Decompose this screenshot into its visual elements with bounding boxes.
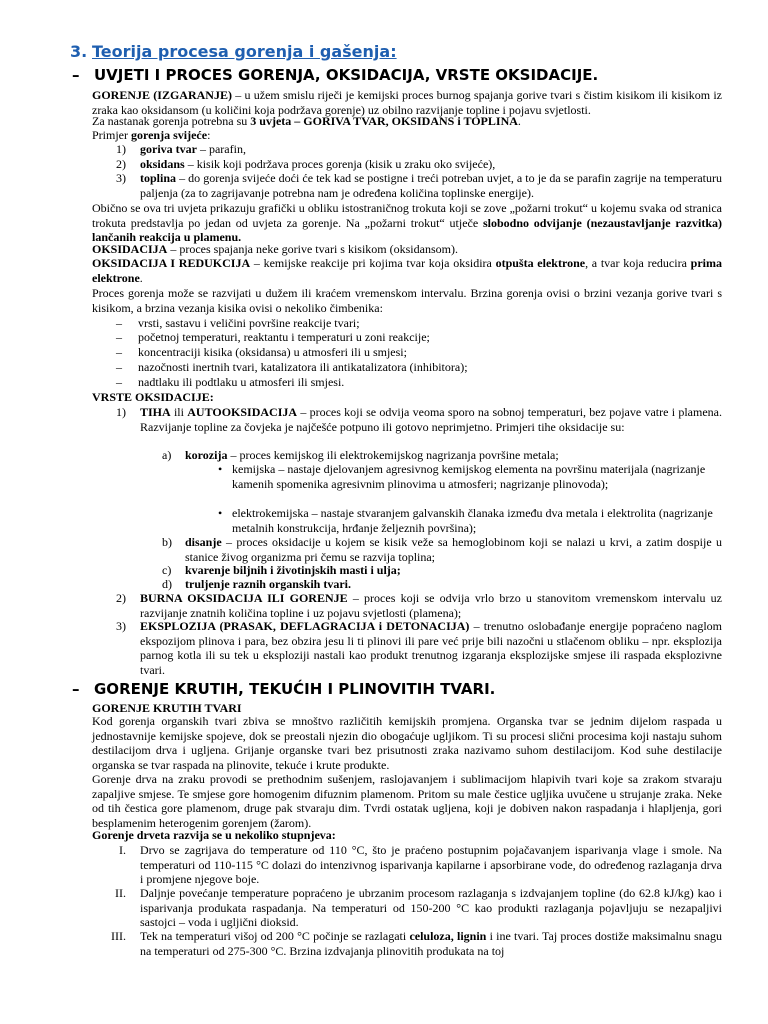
para-stupnjevi: Gorenje drveta razvija se u nekoliko stupnjeva: bbox=[92, 828, 336, 842]
list-item-svijeca-3: 3) toplina – do gorenja svijeće doći će tek kad se postigne i treći potreban uvjet, a to je da se parafin zagrije na temperaturu paljenja (za to zagrijavanje potrebna nam je određena količina toplinske energije). bbox=[116, 171, 722, 200]
section-title-text: Teorija procesa gorenja i gašenja: bbox=[92, 42, 397, 61]
para-organske: Kod gorenja organskih tvari zbiva se mnoštvo različitih kemijskih promjena. Organska tvar se jednim dijelom raspada u jednostavnije kemijske spojeve, dok se preostali njezin dio obogaćuje ugljikom. Ti su procesi slični procesima koji nastaju suhom destilacijom drva i ugljena. Grijanje organske tvari bez prisutnosti zraka nazivamo suhom destilacijom. Kod suhe destilacije organska se tvar raspada na plinovite, tekuće i krute produkte. bbox=[92, 714, 722, 772]
para-vrste: VRSTE OKSIDACIJE: bbox=[92, 390, 214, 404]
section-title bbox=[70, 42, 397, 62]
list-item-cimbenik: – nazočnosti inertnih tvari, katalizatora ili antikatalizatora (inhibitora); bbox=[116, 360, 468, 374]
list-item-svijeca-1: 1) goriva tvar – parafin, bbox=[116, 142, 246, 156]
list-item-stupanj-2: II. Daljnje povećanje temperature popraćeno je ubrzanim procesom razlaganja s izdvajanjem topline (do 62.8 kJ/kg) kao i isparivanja produkata raspadanja. Na temperaturi od 150-200 °C kao produkti razlaganja pojavljuju se nezapaljivi sastojci – voda i ugljični dioksid. bbox=[115, 886, 722, 930]
list-item-eksplozija: 3) EKSPLOZIJA (PRASAK, DEFLAGRACIJA i DETONACIJA) – trenutno oslobađanje energije popraćeno naglom ekspozijom plinova i para, bez obzira jesu li ti plinovi ili pare već prije bili nazočni u stlačenom obliku – npr. eksplozija parnog kotla ili su tek u eksploziji nastali kao produkt trenutnog izgaranja eksplozijske smjese ili raspada eksplozivne tvari. bbox=[116, 619, 723, 677]
list-item-kvarenje: c) kvarenje biljnih i životinjskih masti i ulja; bbox=[162, 563, 401, 577]
para-gorenje: GORENJE (IZGARANJE) – u užem smislu riječi je kemijski proces burnog spajanja gorive tvari s čistim kisikom ili kisikom iz zraka kao oksidansom (u količini koja podržava gorenje) uz obilno razvijanje topline i pojavu svjetlosti. bbox=[92, 88, 722, 117]
para-trokut: Obično se ova tri uvjeta prikazuju grafički u obliku istostraničnog trokuta koji se zove „požarni trokut“ u kojemu svaka od stranica trokuta predstavlja po jedan od uvjeta za gorenje. Na „požarni trokut“ utječe slobodno odvijanje (nezaustavljanje razvitka) lančanih reakcija u plamenu. bbox=[92, 201, 722, 245]
list-item-cimbenik: – koncentraciji kisika (oksidansa) u atmosferi ili u smjesi; bbox=[116, 345, 407, 359]
heading-gorenje-tvari: – GORENJE KRUTIH, TEKUĆIH I PLINOVITIH TVARI. bbox=[72, 680, 496, 698]
list-item-disanje: b) disanje – proces oksidacije u kojem se kisik veže sa hemoglobinom koji se nalazi u krvi, a zatim dospije u stanice živog organizma pri čemu se razvija toplina; bbox=[162, 535, 722, 564]
list-item-cimbenik: – početnoj temperaturi, reaktantu i temperaturi u zoni reakcije; bbox=[116, 330, 430, 344]
para-nastanak: Za nastanak gorenja potrebna su 3 uvjeta – GORIVA TVAR, OKSIDANS i TOPLINA. bbox=[92, 114, 521, 128]
para-primjer: Primjer gorenja svijeće: bbox=[92, 128, 211, 142]
heading-uvjeti: – UVJETI I PROCES GORENJA, OKSIDACIJA, VRSTE OKSIDACIJE. bbox=[72, 66, 599, 84]
list-item-korozija: a) korozija – proces kemijskog ili elektrokemijskog nagrizanja površine metala; bbox=[162, 448, 559, 462]
list-item-kemijska: • kemijska – nastaje djelovanjem agresivnog kemijskog elementa na površinu materijala (nagrizanje kamenih spomenika agresivnim plinovima u atmosferi; nagrizanje plinovoda); bbox=[218, 462, 706, 491]
list-item-stupanj-3: III. Tek na temperaturi višoj od 200 °C počinje se razlagati celuloza, lignin i ine tvari. Taj proces dostiže maksimalnu snagu na temperaturi od 275-300 °C. Brzina izdvajanja plinovitih produkata na toj bbox=[111, 929, 723, 958]
para-oksidacija: OKSIDACIJA – proces spajanja neke gorive tvari s kisikom (oksidansom). bbox=[92, 242, 458, 256]
list-item-cimbenik: – vrsti, sastavu i veličini površine reakcije tvari; bbox=[116, 316, 360, 330]
list-item-truljenje: d) truljenje raznih organskih tvari. bbox=[162, 577, 351, 591]
para-krutih: GORENJE KRUTIH TVARI bbox=[92, 701, 242, 715]
list-item-tiha: 1) TIHA ili AUTOOKSIDACIJA – proces koji se odvija veoma sporo na sobnoj temperaturi, bez pojave vatre i plamena. Razvijanje topline za čovjeka je najčešće potpuno ili gotovo neprimjetno. Primjeri tihe oksidacije su: bbox=[116, 405, 722, 434]
list-item-cimbenik: – nadtlaku ili podtlaku u atmosferi ili smjesi. bbox=[116, 375, 345, 389]
section-number: 3. bbox=[70, 42, 88, 61]
para-drvo: Gorenje drva na zraku provodi se prethodnim sušenjem, raslojavanjem i sublimacijom hlapivih tvari koje sa zrakom stvaraju zapaljive smjese. Te smjese gore homogenim difuznim plamenom. Pritom su male čestice ugljika uvučene u strujanje zraka. Neke od tih čestica gore plamenom, druge pak stvaraju dim. Tvrdi ostatak ugljena, koji je dobiven nakon raspadanja i hlapljenja, gori besplamenim heterogenim gorenjem (žarom). bbox=[92, 772, 722, 830]
list-item-burna: 2) BURNA OKSIDACIJA ILI GORENJE – proces koji se odvija vrlo brzo u stanovitom vremenskom intervalu uz razvijanje znatnih količina topline i uz pojavu svjetlosti (plamena); bbox=[116, 591, 722, 620]
para-redukcija: OKSIDACIJA I REDUKCIJA – kemijske reakcije pri kojima tvar koja oksidira otpušta elektrone, a tvar koja reducira prima elektrone. bbox=[92, 256, 722, 285]
list-item-svijeca-2: 2) oksidans – kisik koji podržava proces gorenja (kisik u zraku oko svijeće), bbox=[116, 157, 496, 171]
list-item-elektrokemijska: • elektrokemijska – nastaje stvaranjem galvanskih članaka između dva metala i elektrolita (nagrizanje metalnih konstrukcija, hrđanje željeznih površina); bbox=[218, 506, 713, 535]
list-item-stupanj-1: I. Drvo se zagrijava do temperature od 110 °C, što je praćeno postupnim pojačavanjem isparivanja vlage i smole. Na temperaturi od 110-115 °C dolazi do intenzivnog isparivanja kapilarne i apsorbirane vode, do određenog razlaganja drva i promjene njegove boje. bbox=[119, 843, 722, 887]
para-brzina: Proces gorenja može se razvijati u dužem ili kraćem vremenskom intervalu. Brzina gorenja ovisi o brzini vezanja gorive tvari s kisikom, a brzina vezanja kisika ovisi o nekoliko čimbenika: bbox=[92, 286, 722, 315]
